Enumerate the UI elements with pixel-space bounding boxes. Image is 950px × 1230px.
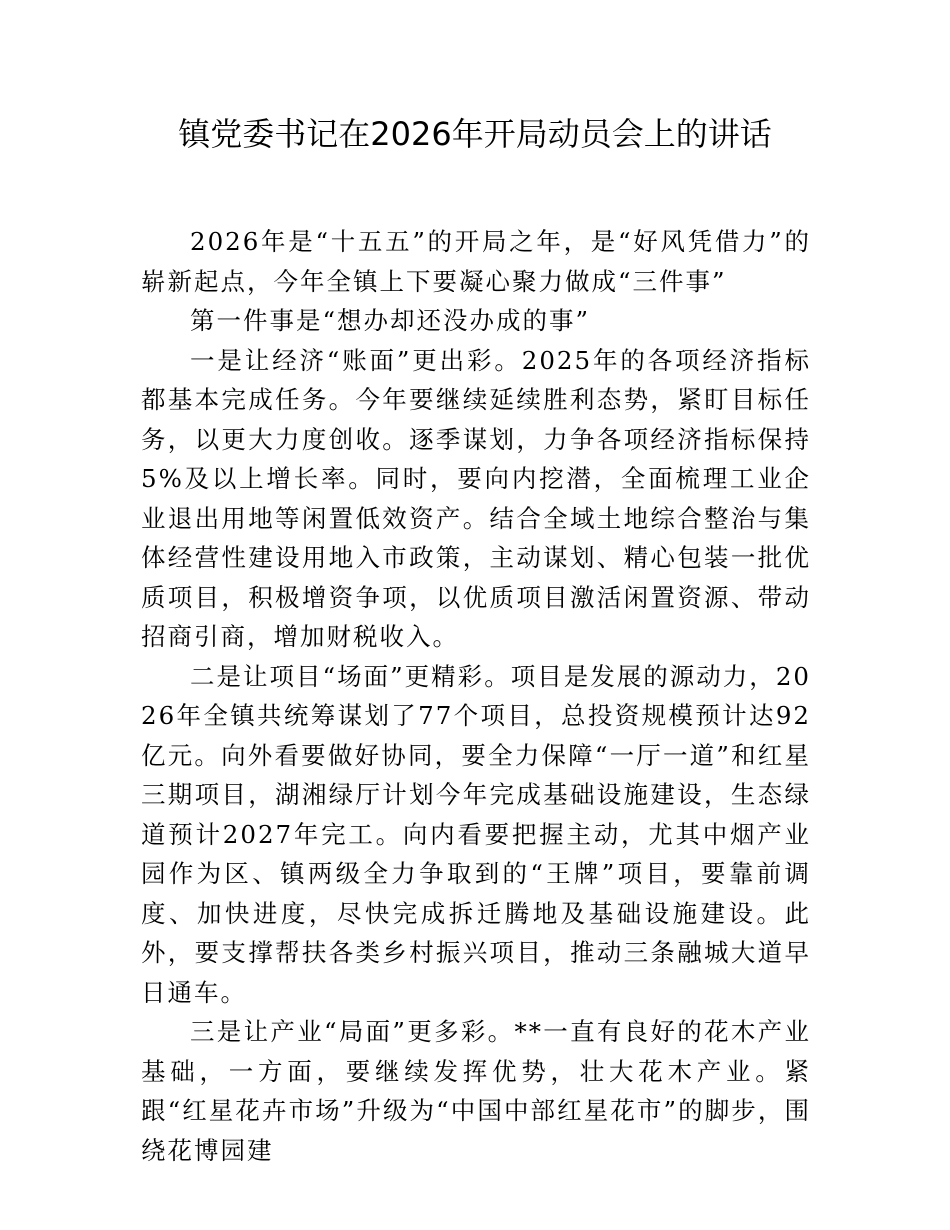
paragraph-industry: 三是让产业“局面”更多彩。**一直有良好的花木产业基础，一方面，要继续发挥优势，壮大花木产业。紧跟“红星花卉市场”升级为“中国中部红星花市”的脚步，围绕花博园建 xyxy=(141,1017,811,1165)
paragraph-projects: 二是让项目“场面”更精彩。项目是发展的源动力，2026年全镇共统筹谋划了77个项目，总投资规模预计达92亿元。向外看要做好协同，要全力保障“一厅一道”和红星三期项目，湖湘绿厅计划今年完成基础设施建设，生态绿道预计2027年完工。向内看要把握主动，尤其中烟产业园作为区、镇两级全力争取到的“王牌”项目，要靠前调度、加快进度，尽快完成拆迁腾地及基础设施建设。此外，要支撑帮扶各类乡村振兴项目，推动三条融城大道早日通车。 xyxy=(141,661,811,1007)
paragraph-economy: 一是让经济“账面”更出彩。2025年的各项经济指标都基本完成任务。今年要继续延续胜利态势，紧盯目标任务，以更大力度创收。逐季谋划，力争各项经济指标保持5%及以上增长率。同时，要向内挖潜，全面梳理工业企业退出用地等闲置低效资产。结合全域土地综合整治与集体经营性建设用地入市政策，主动谋划、精心包装一批优质项目，积极增资争项，以优质项目激活闲置资源、带动招商引商，增加财税收入。 xyxy=(141,345,811,651)
paragraph-intro: 2026年是“十五五”的开局之年，是“好风凭借力”的崭新起点，今年全镇上下要凝心聚力做成“三件事” xyxy=(141,227,811,296)
document-body xyxy=(141,222,811,1170)
paragraph-section-heading: 第一件事是“想办却还没办成的事” xyxy=(190,306,591,335)
document-title: 镇党委书记在2026年开局动员会上的讲话 xyxy=(178,115,772,153)
